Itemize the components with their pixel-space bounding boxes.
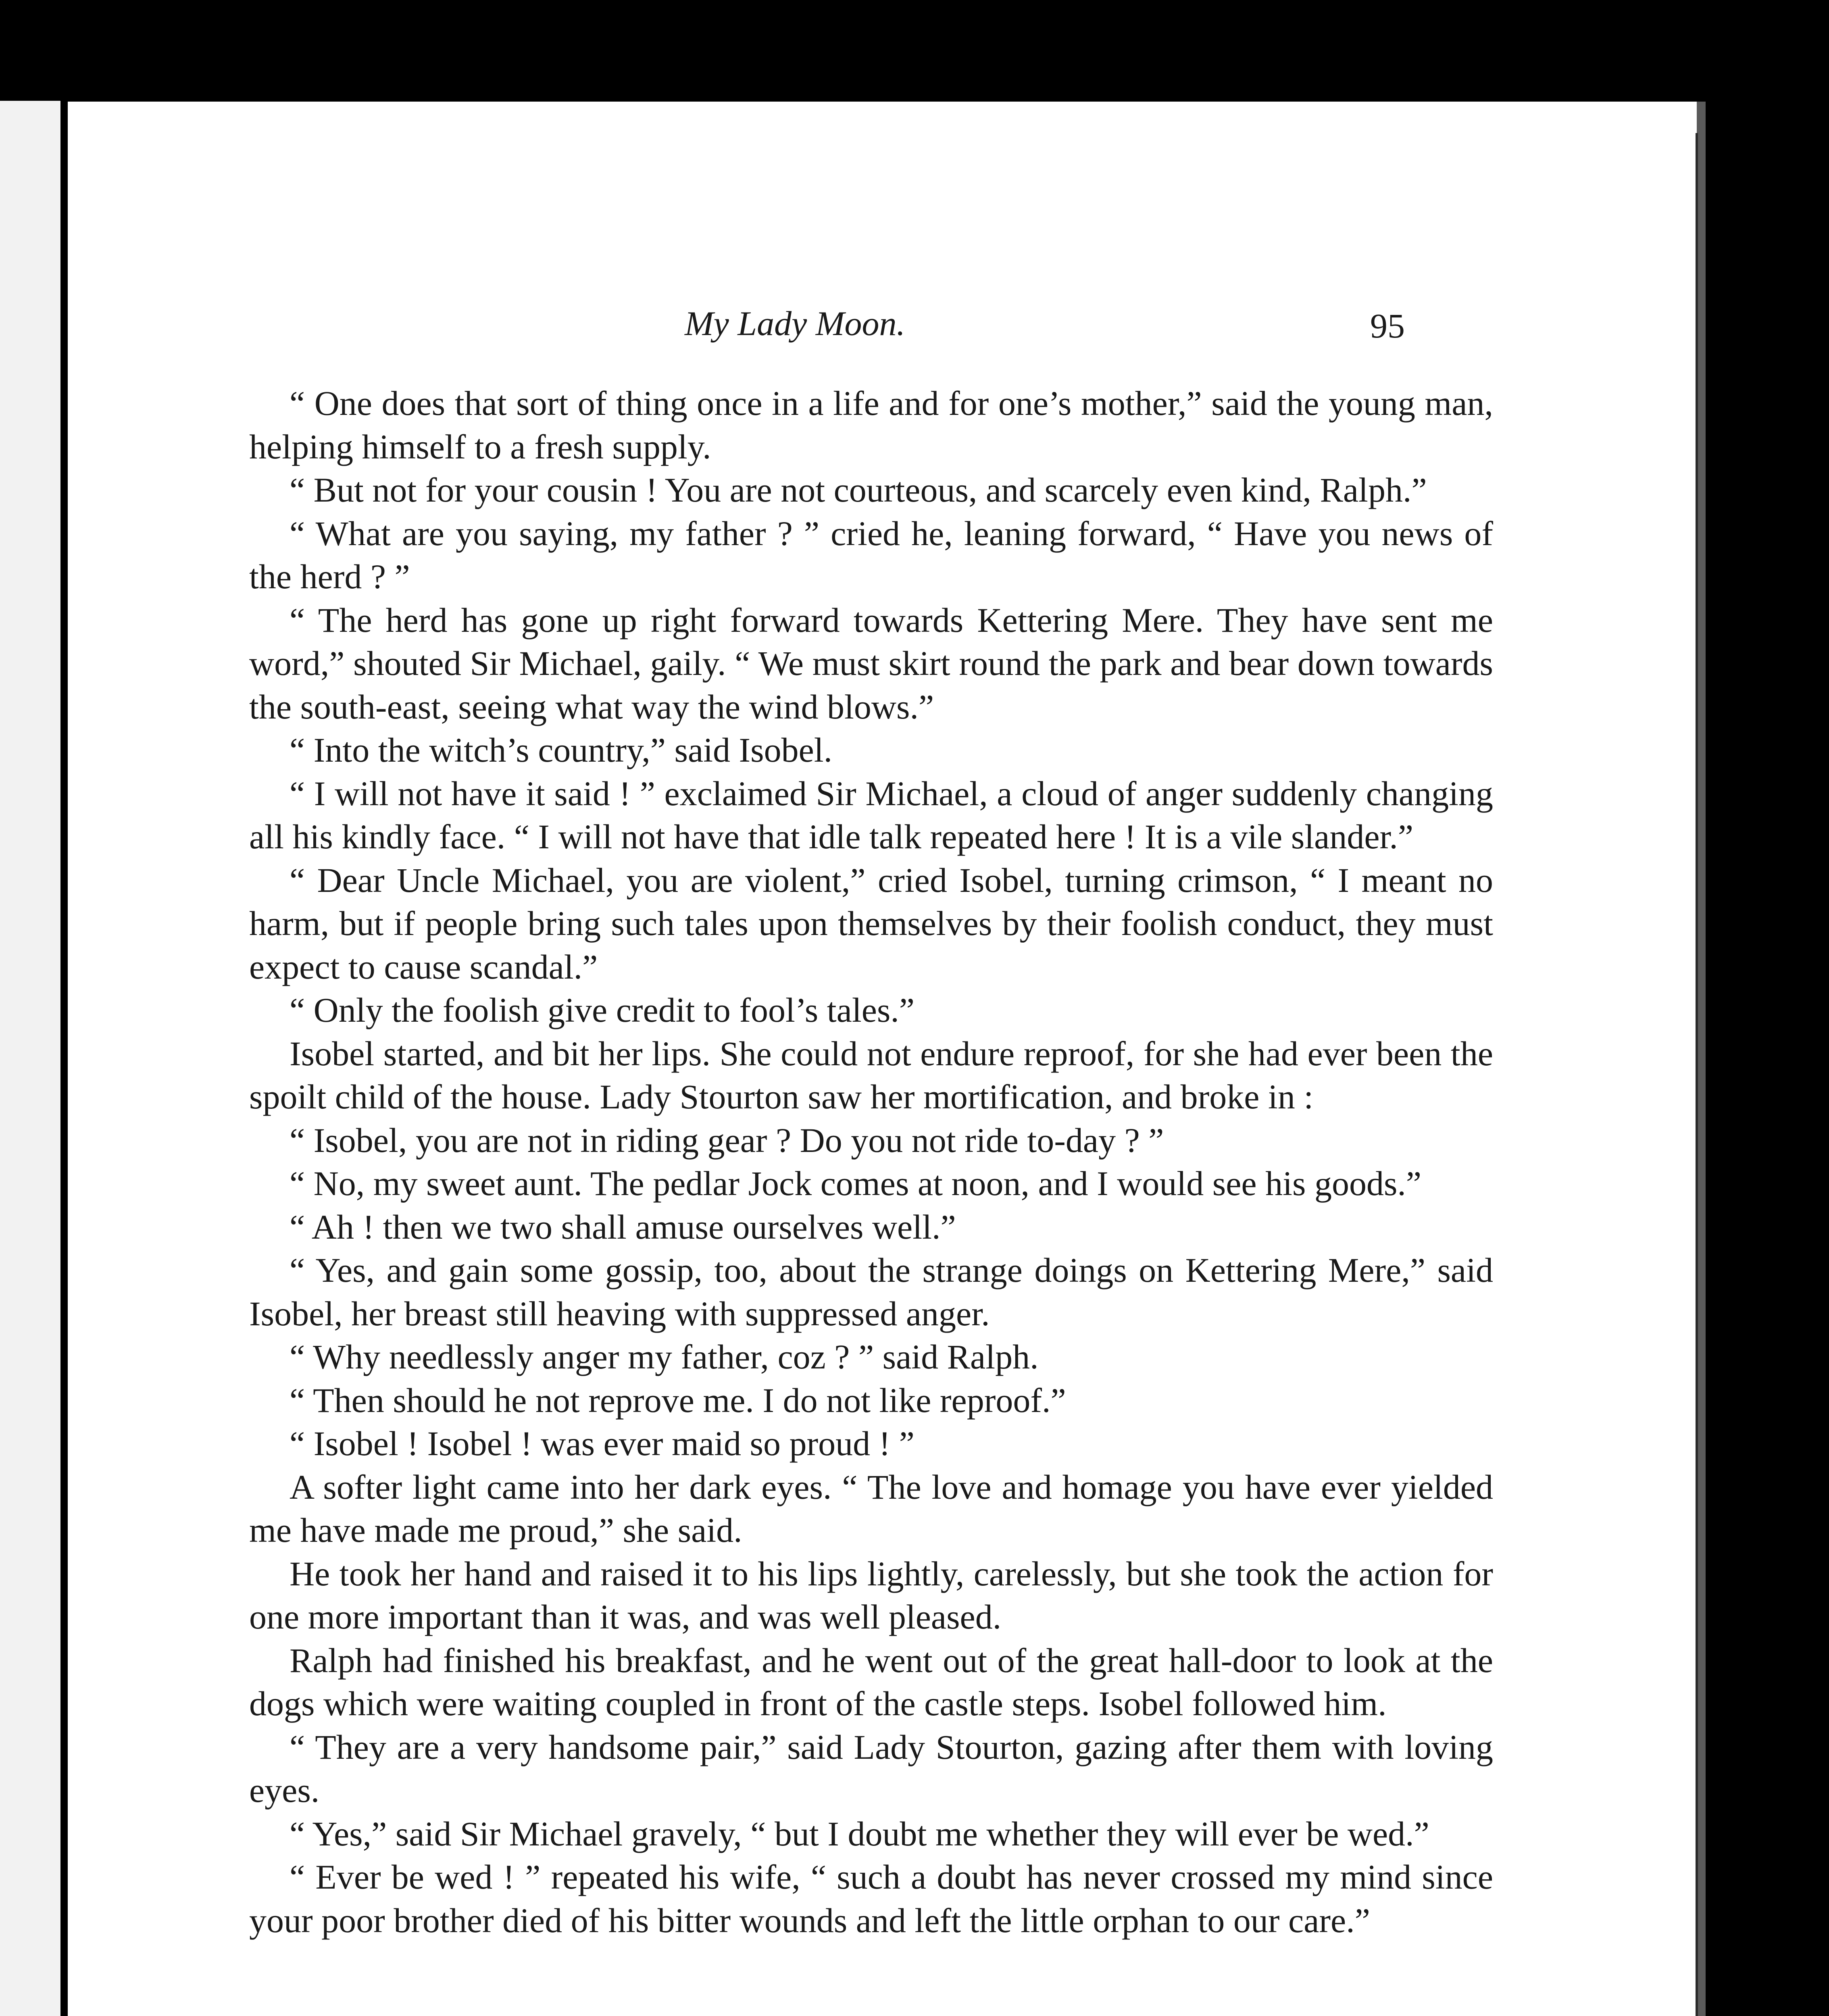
paragraph: “ Why needlessly anger my father, coz ? ” said Ralph.	[290, 1337, 1039, 1376]
paragraph: “ Into the witch’s country,” said Isobel.	[290, 731, 833, 769]
book-page	[68, 102, 1706, 2016]
adjacent-page-edge	[0, 101, 60, 2016]
body-text	[249, 382, 1493, 1942]
paragraph: Isobel started, and bit her lips. She could not endure reproof, for she had ever been the spoilt child of the house. Lady Stourton saw her mortification, and broke in :	[249, 1034, 1493, 1116]
paragraph: “ One does that sort of thing once in a life and for one’s mother,” said the young man, helping himself to a fresh supply.	[249, 384, 1493, 466]
paragraph: “ Then should he not reprove me. I do not like reproof.”	[290, 1381, 1066, 1420]
paragraph: “ What are you saying, my father ? ” cried he, leaning forward, “ Have you news of the herd ? ”	[249, 514, 1493, 596]
page-spine-shadow	[1696, 133, 1698, 2016]
paragraph: “ Only the foolish give credit to fool’s tales.”	[290, 991, 915, 1029]
paragraph: Ralph had finished his breakfast, and he went out of the great hall-door to look at the dogs which were waiting coupled in front of the castle steps. Isobel followed him.	[249, 1641, 1493, 1723]
paragraph: “ Yes, and gain some gossip, too, about the strange doings on Kettering Mere,” said Isobel, her breast still heaving with suppressed anger.	[249, 1251, 1493, 1333]
paragraph: “ I will not have it said ! ” exclaimed Sir Michael, a cloud of anger suddenly changing all his kindly face. “ I will not have that idle talk repeated here ! It is a vile slander.”	[249, 774, 1493, 856]
paragraph: “ No, my sweet aunt. The pedlar Jock comes at noon, and I would see his goods.”	[290, 1164, 1422, 1203]
paragraph: A softer light came into her dark eyes. “ The love and homage you have ever yielded me have made me proud,” she said.	[249, 1467, 1493, 1549]
paragraph: “ Isobel ! Isobel ! was ever maid so proud ! ”	[290, 1424, 914, 1463]
paragraph: He took her hand and raised it to his lips lightly, carelessly, but she took the action for one more important than it was, and was well pleased.	[249, 1554, 1493, 1636]
paragraph: “ They are a very handsome pair,” said Lady Stourton, gazing after them with loving eyes.	[249, 1727, 1493, 1810]
paragraph: “ Ever be wed ! ” repeated his wife, “ such a doubt has never crossed my mind since your poor brother died of his bitter wounds and left the little orphan to our care.”	[249, 1858, 1493, 1940]
paragraph: “ The herd has gone up right forward towards Kettering Mere. They have sent me word,” shouted Sir Michael, gaily. “ We must skirt round the park and bear down towards the south-east, seeing what way the wind blows.”	[249, 600, 1493, 726]
paragraph: “ Ah ! then we two shall amuse ourselves well.”	[290, 1207, 956, 1246]
page-number: 95	[1370, 306, 1405, 345]
paragraph: “ Yes,” said Sir Michael gravely, “ but I doubt me whether they will ever be wed.”	[290, 1814, 1429, 1853]
paragraph: “ But not for your cousin ! You are not courteous, and scarcely even kind, Ralph.”	[290, 471, 1427, 509]
running-title: My Lady Moon.	[685, 304, 905, 343]
paragraph: “ Dear Uncle Michael, you are violent,” cried Isobel, turning crimson, “ I meant no harm, but if people bring such tales upon themselves by their foolish conduct, they must expect to cause scandal.”	[249, 860, 1493, 986]
paragraph: “ Isobel, you are not in riding gear ? Do you not ride to-day ? ”	[290, 1120, 1164, 1160]
